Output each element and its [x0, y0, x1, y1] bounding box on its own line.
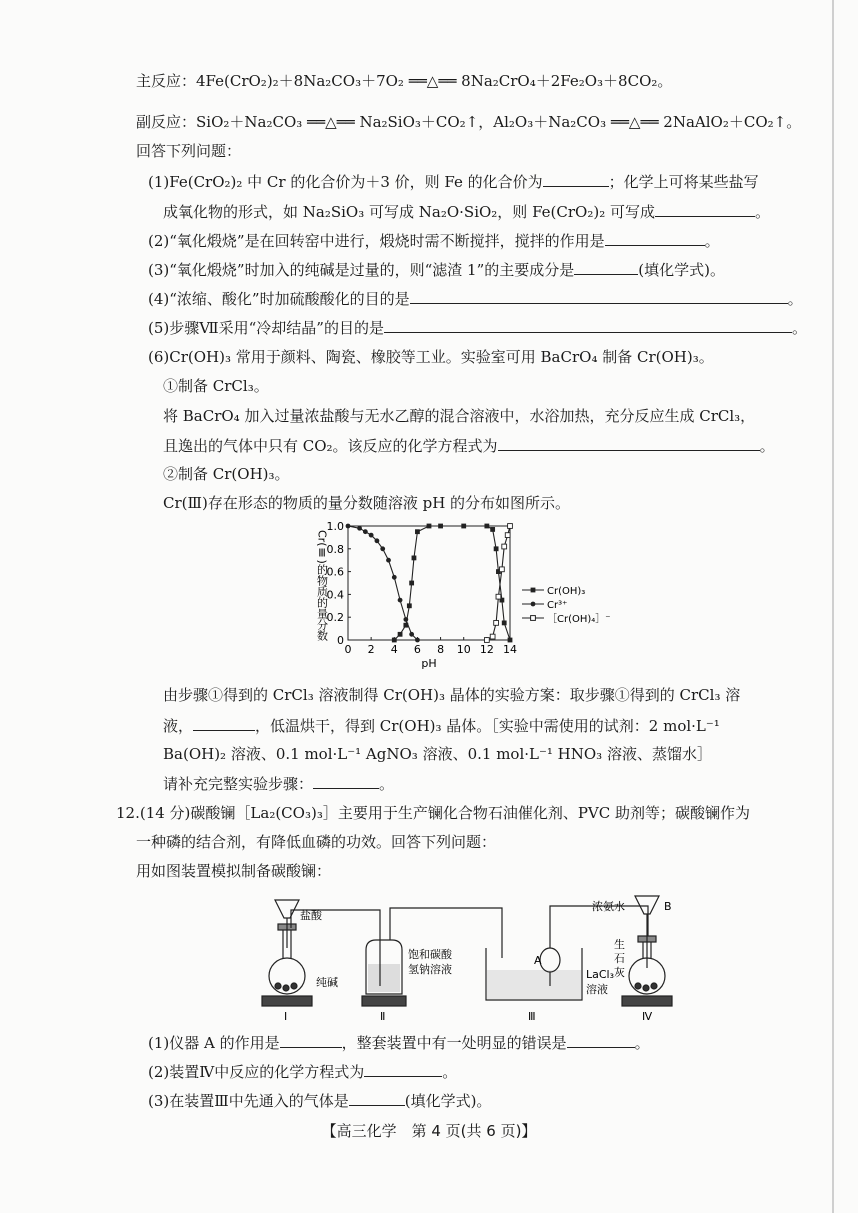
- data-point: [484, 524, 489, 529]
- q6-plan-pre: 液，: [163, 717, 194, 735]
- instrument-A: [540, 948, 560, 972]
- x-tick-label: 0: [344, 643, 352, 656]
- data-point: [398, 598, 403, 603]
- page-footer: 【高三化学 第 4 页(共 6 页)】: [321, 1122, 537, 1140]
- label-B: B: [664, 900, 672, 913]
- q5-line: [148, 316, 807, 339]
- q6-plan-2: [163, 714, 720, 737]
- q12-line2: 一种磷的结合剂，有降低血磷的功效。回答下列问题：: [136, 833, 497, 851]
- label-A: A: [534, 954, 542, 967]
- stand-I: [262, 996, 312, 1006]
- label-lacl3-2: 溶液: [586, 983, 608, 996]
- q12-line3: 用如图装置模拟制备碳酸镧：: [136, 862, 332, 880]
- data-point: [494, 546, 499, 551]
- data-point: [409, 632, 414, 637]
- q6-step1-desc: 将 BaCrO₄ 加入过量浓盐酸与无水乙醇的混合溶液中，水浴加热，充分反应生成 CrCl₃，: [163, 407, 756, 425]
- cr-distribution-chart: [300, 518, 620, 670]
- q1-period: 。: [754, 203, 770, 221]
- side-reaction: 副反应：SiO₂＋Na₂CO₃ ══△══ Na₂SiO₃＋CO₂↑，Al₂O₃＋Na₂CO₃ ══△══ 2NaAlO₂＋CO₂↑。: [136, 113, 802, 131]
- q4-blank[interactable]: [410, 287, 788, 304]
- q2-period: 。: [704, 232, 720, 250]
- y-axis-label: Cr(Ⅲ)的物质的量分数: [315, 530, 329, 641]
- x-tick-label: 12: [479, 643, 494, 656]
- data-point: [502, 544, 507, 549]
- q12-line1: 12.(14 分)碳酸镧［La₂(CO₃)₃］主要用于生产镧化合物石油催化剂、PVC 助剂等；碳酸镧作为: [116, 804, 751, 822]
- q5-blank[interactable]: [384, 316, 792, 333]
- data-point: [496, 594, 501, 599]
- y-tick-label: 0.8: [326, 542, 344, 556]
- dropping-funnel-B: [635, 896, 659, 914]
- series-line-1: [348, 526, 417, 640]
- q6-step1: ①制备 CrCl₃。: [163, 377, 269, 395]
- legend-marker: [531, 602, 536, 607]
- q6-eq-blank[interactable]: [498, 434, 760, 451]
- data-point: [415, 638, 420, 643]
- data-point: [357, 526, 362, 531]
- x-tick-label: 6: [413, 643, 421, 656]
- plot-frame: [348, 526, 510, 640]
- data-point: [415, 529, 420, 534]
- data-point: [505, 533, 510, 538]
- legend-label: Cr³⁺: [547, 600, 568, 611]
- q6-line: (6)Cr(OH)₃ 常用于颜料、陶瓷、橡胶等工业。实验室可用 BaCrO₄ 制备 Cr(OH)₃。: [148, 348, 714, 366]
- label-lime-1: 生: [614, 938, 625, 951]
- q1-line2: [163, 200, 770, 223]
- q12-3-text: (3)在装置Ⅲ中先通入的气体是: [148, 1092, 349, 1110]
- label-soda: 纯碱: [316, 976, 338, 989]
- q5-period: 。: [791, 319, 807, 337]
- q3-text: (3)“氧化煅烧”时加入的纯碱是过量的，则“滤渣 1”的主要成分是: [148, 261, 575, 279]
- x-axis-label: pH: [421, 657, 437, 670]
- q12-1-text: (1)仪器 A 的作用是: [148, 1034, 280, 1052]
- data-point: [375, 538, 380, 543]
- q2-blank[interactable]: [605, 229, 705, 246]
- label-lacl3: LaCl₃: [586, 968, 615, 981]
- q12-2-text: (2)装置Ⅳ中反应的化学方程式为: [148, 1063, 365, 1081]
- chart-legend: [522, 586, 611, 625]
- q12-2-blank[interactable]: [364, 1060, 442, 1077]
- data-point: [508, 524, 513, 529]
- y-tick-label: 0: [337, 634, 344, 647]
- q6-plan-4: [163, 772, 394, 795]
- q12-1-period: 。: [634, 1034, 650, 1052]
- q12-1-blank-1[interactable]: [280, 1031, 342, 1048]
- q12-1-blank-2[interactable]: [567, 1031, 635, 1048]
- data-point: [508, 638, 513, 643]
- data-point: [494, 621, 499, 626]
- q6-plan-blank[interactable]: [193, 714, 255, 731]
- q6-eq-text: 且逸出的气体中只有 CO₂。该反应的化学方程式为: [163, 437, 498, 455]
- q12-2-period: 。: [442, 1063, 458, 1081]
- label-lime-3: 灰: [614, 966, 625, 979]
- q2-text: (2)“氧化煅烧”是在回转窑中进行，煅烧时需不断搅拌，搅拌的作用是: [148, 232, 605, 250]
- x-tick-label: 14: [503, 643, 517, 656]
- x-tick-label: 8: [437, 643, 445, 656]
- apparatus-diagram: [250, 888, 690, 1024]
- q6-plan-3: Ba(OH)₂ 溶液、0.1 mol·L⁻¹ AgNO₃ 溶液、0.1 mol·L⁻¹ HNO₃ 溶液、蒸馏水］: [163, 745, 712, 763]
- data-point: [363, 529, 368, 534]
- chart-marks: [346, 524, 513, 643]
- label-hcl: 盐酸: [300, 909, 322, 922]
- q6-step2-desc: Cr(Ⅲ)存在形态的物质的量分数随溶液 pH 的分布如图所示。: [163, 494, 571, 512]
- q6-plan-period: 。: [379, 775, 395, 793]
- data-point: [398, 632, 403, 637]
- data-point: [490, 634, 495, 639]
- q6-eq-period: 。: [759, 437, 775, 455]
- main-reaction: 主反应：4Fe(CrO₂)₂＋8Na₂CO₃＋7O₂ ══△══ 8Na₂CrO₄＋2Fe₂O₃＋8CO₂。: [136, 72, 673, 90]
- label-III: Ⅲ: [528, 1010, 536, 1023]
- q1-blank-1[interactable]: [543, 170, 609, 187]
- data-point: [386, 558, 391, 563]
- label-nahco3-1: 饱和碳酸: [408, 948, 452, 961]
- legend-label: ［Cr(OH)₄］⁻: [547, 614, 611, 625]
- data-point: [500, 567, 505, 572]
- data-point: [412, 556, 417, 561]
- q1b-text: 成氧化物的形式，如 Na₂SiO₃ 可写成 Na₂O·SiO₂，则 Fe(CrO₂)₂ 可写成: [163, 203, 655, 221]
- label-I: Ⅰ: [284, 1010, 288, 1023]
- data-point: [346, 524, 351, 529]
- q12-3-line: [148, 1089, 491, 1112]
- data-point: [409, 581, 414, 586]
- q1-text: (1)Fe(CrO₂)₂ 中 Cr 的化合价为＋3 价，则 Fe 的化合价为: [148, 173, 543, 191]
- label-ammonia: 浓氨水: [592, 900, 625, 913]
- dropping-funnel-I: [275, 900, 299, 918]
- data-point: [461, 524, 466, 529]
- legend-label: Cr(OH)₃: [547, 586, 586, 597]
- q3-blank[interactable]: [574, 258, 638, 275]
- q12-2-line: [148, 1060, 457, 1083]
- data-point: [484, 638, 489, 643]
- x-tick-label: 4: [390, 643, 398, 656]
- q6-plan-post: ，低温烘干，得到 Cr(OH)₃ 晶体。［实验中需使用的试剂：2 mol·L⁻¹: [255, 717, 720, 735]
- data-point: [427, 524, 432, 529]
- q6-plan-prompt: 请补充完整实验步骤：: [163, 775, 314, 793]
- data-point: [380, 546, 385, 551]
- data-point: [502, 621, 507, 626]
- legend-marker: [531, 616, 536, 621]
- q4-text: (4)“浓缩、酸化”时加硫酸酸化的目的是: [148, 290, 410, 308]
- q1-tail: ；化学上可将某些盐写: [608, 173, 759, 191]
- legend-marker: [531, 588, 536, 593]
- q3-line: [148, 258, 725, 281]
- q6-step2: ②制备 Cr(OH)₃。: [163, 465, 290, 483]
- q6-steps-blank[interactable]: [313, 772, 379, 789]
- y-tick-label: 1.0: [326, 520, 344, 533]
- x-tick-label: 2: [367, 643, 375, 656]
- data-point: [438, 524, 443, 529]
- x-tick-label: 10: [456, 643, 471, 656]
- y-tick-label: 0.4: [326, 588, 344, 602]
- q12-1-mid: ，整套装置中有一处明显的错误是: [341, 1034, 567, 1052]
- y-tick-label: 0.2: [326, 611, 344, 625]
- q5-text: (5)步骤Ⅶ采用“冷却结晶”的目的是: [148, 319, 384, 337]
- y-tick-label: 0.6: [326, 565, 344, 579]
- data-point: [490, 527, 495, 532]
- q4-line: [148, 287, 803, 310]
- data-point: [392, 575, 397, 580]
- q1-blank-2[interactable]: [655, 200, 755, 217]
- q2-line: [148, 229, 720, 252]
- label-lime-2: 石: [614, 952, 625, 965]
- q6-plan-1: 由步骤①得到的 CrCl₃ 溶液制得 Cr(OH)₃ 晶体的实验方案：取步骤①得到的 CrCl₃ 溶: [163, 686, 741, 704]
- data-point: [369, 533, 374, 538]
- q3-tail: (填化学式)。: [638, 261, 725, 279]
- q12-3-blank[interactable]: [349, 1089, 405, 1106]
- answer-prompt: 回答下列问题：: [136, 142, 242, 160]
- data-point: [407, 603, 412, 608]
- label-nahco3-2: 氢钠溶液: [408, 963, 452, 976]
- data-point: [403, 617, 408, 622]
- page-edge: [832, 0, 834, 1213]
- q12-1-line: [148, 1031, 650, 1054]
- label-IV: Ⅳ: [642, 1010, 653, 1023]
- data-point: [392, 638, 397, 643]
- q1-line1: [148, 170, 759, 193]
- q12-3-tail: (填化学式)。: [404, 1092, 492, 1110]
- q6-step1-eq: [163, 434, 775, 457]
- q4-period: 。: [787, 290, 803, 308]
- label-II: Ⅱ: [380, 1010, 386, 1023]
